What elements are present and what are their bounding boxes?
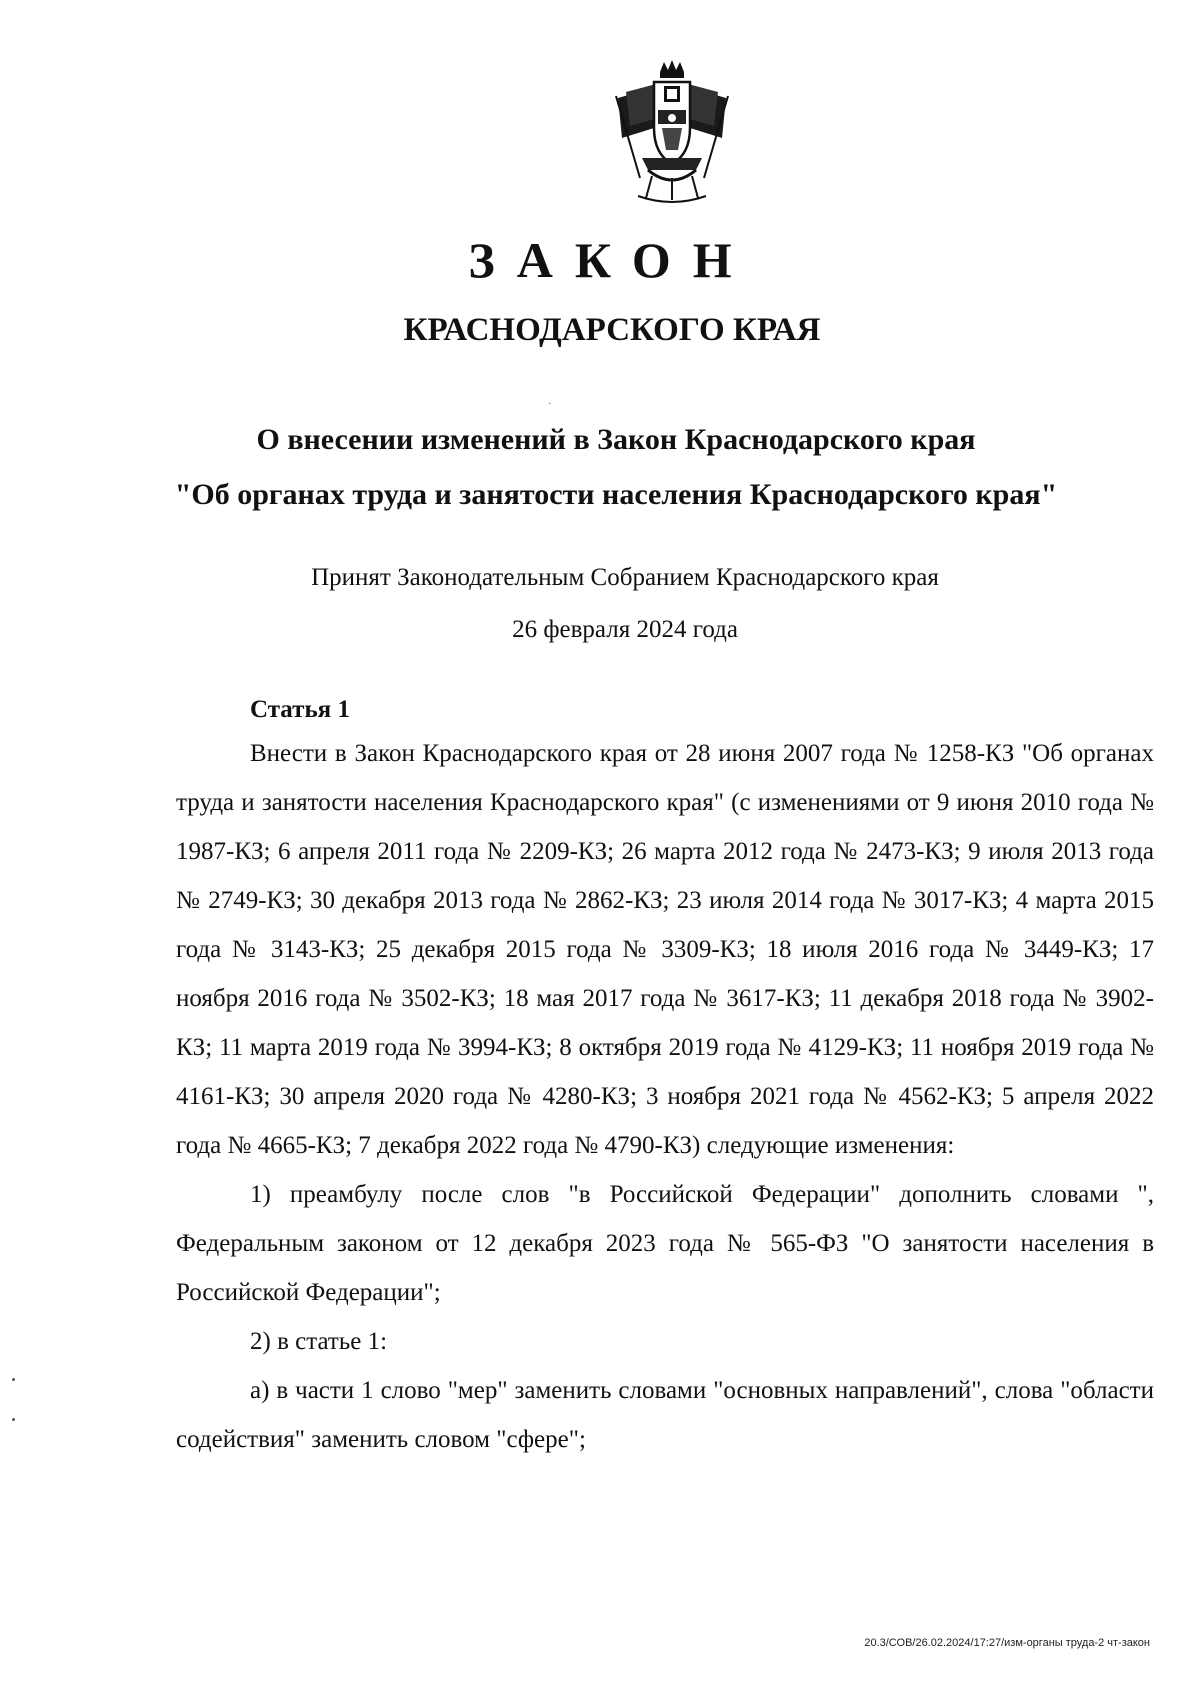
amendment-item-2a: а) в части 1 слово "мер" заменить словами "основных направлений", слова "области содействия" заменить словом "сфере"; — [176, 1377, 1154, 1453]
margin-mark — [12, 1378, 15, 1381]
margin-mark — [12, 1418, 15, 1421]
scan-speck: · — [548, 399, 552, 410]
article-heading: Статья 1 — [250, 696, 350, 723]
document-title-line-2: "Об органах труда и занятости населения Краснодарского края" — [174, 478, 1058, 511]
adoption-date: 26 февраля 2024 года — [512, 616, 738, 643]
amendment-item-2: 2) в статье 1: — [250, 1328, 388, 1355]
article-body — [176, 729, 1154, 1464]
law-type-title: ЗАКОН — [468, 232, 754, 288]
coat-of-arms-icon — [612, 58, 732, 204]
document-title-line-1: О внесении изменений в Закон Краснодарского края — [256, 423, 976, 456]
region-title: КРАСНОДАРСКОГО КРАЯ — [403, 312, 821, 348]
document-footer-code: 20.3/СОВ/26.02.2024/17:27/изм-органы труда-2 чт-закон — [864, 1637, 1150, 1649]
adoption-statement: Принят Законодательным Собранием Краснодарского края — [311, 564, 939, 591]
amendment-item-1: 1) преамбулу после слов "в Российской Федерации" дополнить словами ", Федеральным законом от 12 декабря 2023 года № 565-ФЗ "О занятости населения в Российской Федерации"; — [176, 1181, 1154, 1306]
article-intro-paragraph: Внести в Закон Краснодарского края от 28 июня 2007 года № 1258-КЗ "Об органах труда и занятости населения Краснодарского края" (с изменениями от 9 июня 2010 года № 1987-КЗ; 6 апреля 2011 года № 2209-КЗ; 26 марта 2012 года № 2473-КЗ; 9 июля 2013 года № 2749-КЗ; 30 декабря 2013 года № 2862-КЗ; 23 июля 2014 года № 3017-КЗ; 4 марта 2015 года № 3143-КЗ; 25 декабря 2015 года № 3309-КЗ; 18 июля 2016 года № 3449-КЗ; 17 ноября 2016 года № 3502-КЗ; 18 мая 2017 года № 3617-КЗ; 11 декабря 2018 года № 3902-КЗ; 11 марта 2019 года № 3994-КЗ; 8 октября 2019 года № 4129-КЗ; 11 ноября 2019 года № 4161-КЗ; 30 апреля 2020 года № 4280-КЗ; 3 ноября 2021 года № 4562-КЗ; 5 апреля 2022 года № 4665-КЗ; 7 декабря 2022 года № 4790-КЗ) следующие изменения: — [176, 740, 1154, 1159]
